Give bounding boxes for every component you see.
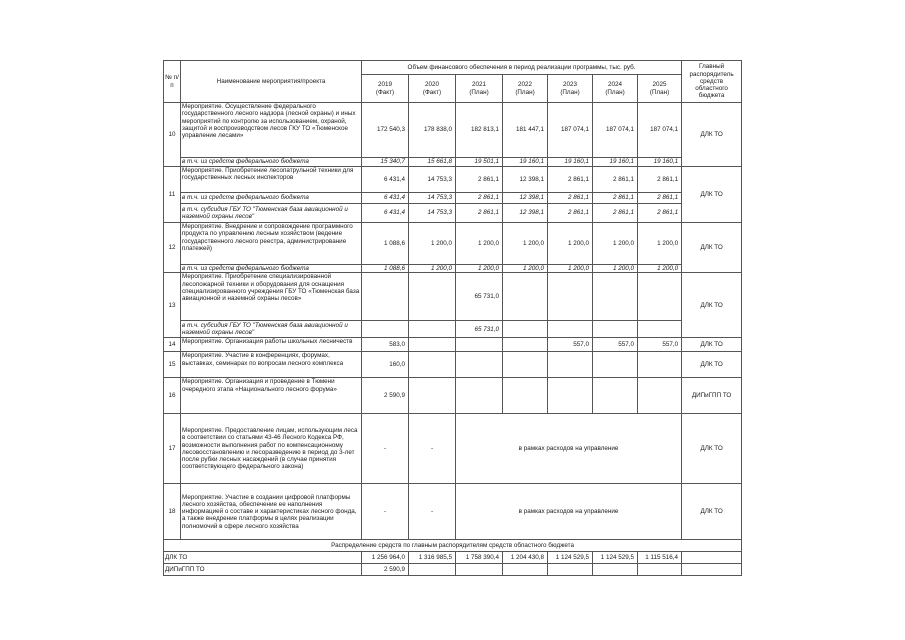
row-value: 12 398,1 [503, 167, 548, 193]
subrow-name: в т.ч. из средств федерального бюджета [181, 158, 362, 167]
header-year-kind: (План) [515, 88, 535, 96]
distribution-value: 1 115 516,4 [638, 552, 682, 564]
subrow-value: 19 160,1 [593, 158, 638, 167]
header-year-value: 2020 [424, 81, 439, 89]
row-name: Мероприятие. Приобретение специализированной лесопожарной техники и оборудования для оснащения специализированного учреждения ГБУ ТО «Тюменская база авиационной и наземной охраны лесов» [181, 273, 362, 321]
row-value [456, 378, 503, 414]
row-value: 181 447,1 [503, 103, 548, 158]
distribution-title: Распределение средств по главным распорядителям средств областного бюджета [164, 540, 742, 552]
row-value: 1 088,6 [362, 223, 409, 265]
row-value: 1 200,0 [638, 223, 682, 265]
subrow-value: 2 861,1 [456, 193, 503, 204]
row-name: Мероприятие. Предоставление лицам, использующим леса в соответствии со статьями 43-46 Лесного Кодекса РФ, возможности выполнения работ по компенсационному лесовосстановлению и лесоразведению в период до 3-лет после рубки лесных насаждений (в случае принятия соответствующего федерального закона) [181, 414, 362, 484]
subrow-value: 6 431,4 [362, 204, 409, 223]
row-name: Мероприятие. Осуществление федерального государственного лесного надзора (лесной охраны) и иных мероприятий по контролю за использованием, охраной, защитой и воспроизводством лесов ГКУ ТО «Тюменское управление лесами» [181, 103, 362, 158]
header-year-kind: (План) [605, 88, 625, 96]
header-year-value: 2024 [607, 81, 622, 89]
row-value: 2 590,9 [362, 378, 409, 414]
table-row [164, 273, 742, 321]
row-manager: ДЛК ТО [682, 167, 742, 223]
row-value [409, 273, 456, 321]
subrow-value [548, 321, 593, 338]
distribution-row [164, 564, 742, 576]
row-num: 11 [164, 167, 181, 223]
row-value: 583,0 [362, 338, 409, 352]
distribution-value [503, 564, 548, 576]
subrow-value: 2 861,1 [593, 193, 638, 204]
row-name: Мероприятие. Приобретение лесопатрульной техники для государственных лесных инспекторов [181, 167, 362, 193]
row-value: 172 540,3 [362, 103, 409, 158]
row-value: 1 200,0 [409, 223, 456, 265]
subrow-value: 15 340,7 [362, 158, 409, 167]
row-value [548, 378, 593, 414]
subrow-value: 12 398,1 [503, 193, 548, 204]
subrow-value: 2 861,1 [456, 204, 503, 223]
row-num: 18 [164, 484, 181, 540]
distribution-value [456, 564, 503, 576]
row-value: 557,0 [593, 338, 638, 352]
row-name: Мероприятие. Организация работы школьных лесничеств [181, 338, 362, 352]
subrow-value: 2 861,1 [548, 193, 593, 204]
subrow-value: 1 200,0 [638, 265, 682, 273]
distribution-value: 1 124 529,5 [593, 552, 638, 564]
row-value [593, 352, 638, 378]
subrow-value: 19 501,1 [456, 158, 503, 167]
row-manager: ДЛК ТО [682, 352, 742, 378]
row-value [362, 273, 409, 321]
header-year-value: 2025 [652, 81, 667, 89]
row-manager: ДЛК ТО [682, 414, 742, 484]
row-value [409, 352, 456, 378]
row-value [548, 352, 593, 378]
header-manager: Главный распорядитель средств областного бюджета [682, 61, 742, 103]
row-name: Мероприятие. Участие в конференциях, форумах, выставках, семинарах по вопросам лесного комплекса [181, 352, 362, 378]
header-year-2025 [638, 75, 682, 103]
row-value [638, 352, 682, 378]
header-num: № п/п [164, 61, 181, 103]
subrow-name: в т.ч. из средств федерального бюджета [181, 193, 362, 204]
distribution-manager: ДИПиГПП ТО [164, 564, 362, 576]
header-year-value: 2023 [562, 81, 577, 89]
row-value-2020: - [409, 484, 456, 540]
row-value [456, 338, 503, 352]
row-value: 1 200,0 [548, 223, 593, 265]
distribution-empty [682, 564, 742, 576]
row-name: Мероприятие. Участие в создании цифровой платформы лесного хозяйства, обеспечение ее наполнения информацией о составе и характеристиках лесного фонда, а также внедрение платформы в целях реализации полномочий в сфере лесного хозяйства [181, 484, 362, 540]
subrow-value: 19 160,1 [548, 158, 593, 167]
row-num: 15 [164, 352, 181, 378]
table-row [164, 223, 742, 265]
row-value: 187 074,1 [548, 103, 593, 158]
subrow-value: 2 861,1 [548, 204, 593, 223]
distribution-value [638, 564, 682, 576]
distribution-value: 1 204 430,8 [503, 552, 548, 564]
row-value [593, 378, 638, 414]
subrow-value: 19 160,1 [503, 158, 548, 167]
row-value [593, 273, 638, 321]
row-value: 1 200,0 [456, 223, 503, 265]
table-subrow [164, 265, 742, 273]
row-value: 1 200,0 [503, 223, 548, 265]
header-year-value: 2019 [377, 81, 392, 89]
header-name: Наименование мероприятия/проекта [181, 61, 362, 103]
row-value: 2 861,1 [593, 167, 638, 193]
row-manager: ДЛК ТО [682, 223, 742, 273]
subrow-value: 1 200,0 [456, 265, 503, 273]
row-value [503, 352, 548, 378]
row-value [503, 338, 548, 352]
distribution-value: 1 758 390,4 [456, 552, 503, 564]
row-num: 17 [164, 414, 181, 484]
row-value: 187 074,1 [638, 103, 682, 158]
row-manager: ДЛК ТО [682, 103, 742, 167]
subrow-value: 2 861,1 [638, 204, 682, 223]
header-year-kind: (План) [469, 88, 489, 96]
row-value [503, 378, 548, 414]
row-value: 557,0 [548, 338, 593, 352]
distribution-value: 2 590,9 [362, 564, 409, 576]
table-subrow [164, 158, 742, 167]
subrow-value: 19 160,1 [638, 158, 682, 167]
distribution-value [409, 564, 456, 576]
subrow-value: 14 753,3 [409, 204, 456, 223]
row-num: 16 [164, 378, 181, 414]
header-year-2023 [548, 75, 593, 103]
row-span-note: в рамках расходов на управление [456, 414, 682, 484]
distribution-value [593, 564, 638, 576]
header-year-2024 [593, 75, 638, 103]
subrow-value: 1 200,0 [593, 265, 638, 273]
row-num: 10 [164, 103, 181, 167]
row-value: 2 861,1 [638, 167, 682, 193]
subrow-value: 1 088,6 [362, 265, 409, 273]
row-value: 6 431,4 [362, 167, 409, 193]
header-year-kind: (Факт) [422, 88, 442, 96]
row-value: 2 861,1 [548, 167, 593, 193]
header-year-value: 2022 [517, 81, 532, 89]
header-year-2022 [503, 75, 548, 103]
row-value [548, 273, 593, 321]
header-year-2021 [456, 75, 503, 103]
row-num: 12 [164, 223, 181, 273]
row-value [638, 273, 682, 321]
row-value-2019: - [362, 414, 409, 484]
table-row [164, 103, 742, 158]
table-subrow [164, 321, 742, 338]
subrow-value: 12 398,1 [503, 204, 548, 223]
table-subrow [164, 193, 742, 204]
distribution-value: 1 316 985,5 [409, 552, 456, 564]
subrow-value [593, 321, 638, 338]
row-value [409, 338, 456, 352]
subrow-name: в т.ч. субсидия ГБУ ТО "Тюменская база авиационной и наземной охраны лесов" [181, 204, 362, 223]
subrow-value [503, 321, 548, 338]
header-year-kind: (Факт) [375, 88, 395, 96]
row-value-2020: - [409, 414, 456, 484]
row-name: Мероприятие. Организация и проведение в Тюмени очередного этапа «Национального лесного форума» [181, 378, 362, 414]
row-value: 65 731,0 [456, 273, 503, 321]
row-value: 187 074,1 [593, 103, 638, 158]
row-value-2019: - [362, 484, 409, 540]
table-row [164, 378, 742, 414]
table-row [164, 414, 742, 484]
row-value [456, 352, 503, 378]
subrow-value: 65 731,0 [456, 321, 503, 338]
header-year-kind: (План) [560, 88, 580, 96]
row-value [409, 378, 456, 414]
funding-table [163, 60, 742, 576]
table-row [164, 484, 742, 540]
table-row [164, 167, 742, 193]
header-year-kind: (План) [649, 88, 670, 96]
distribution-value [548, 564, 593, 576]
distribution-manager: ДЛК ТО [164, 552, 362, 564]
subrow-value: 15 661,8 [409, 158, 456, 167]
subrow-value: 6 431,4 [362, 193, 409, 204]
row-value: 14 753,3 [409, 167, 456, 193]
subrow-value [362, 321, 409, 338]
subrow-name: в т.ч. из средств федерального бюджета [181, 265, 362, 273]
subrow-value: 1 200,0 [503, 265, 548, 273]
distribution-row [164, 552, 742, 564]
subrow-value: 1 200,0 [548, 265, 593, 273]
distribution-value: 1 256 964,0 [362, 552, 409, 564]
row-value [503, 273, 548, 321]
row-manager: ДЛК ТО [682, 338, 742, 352]
subrow-value [409, 321, 456, 338]
header-year-2020 [409, 75, 456, 103]
row-name: Мероприятие. Внедрение и сопровождение программного продукта по управлению лесным хозяйством (ведение государственного лесного реестра, администрирование платежей) [181, 223, 362, 265]
subrow-value: 14 753,3 [409, 193, 456, 204]
row-value [638, 378, 682, 414]
row-manager: ДЛК ТО [682, 273, 742, 338]
header-year-value: 2021 [471, 81, 486, 89]
funding-table-document [163, 60, 741, 576]
header-funding: Объем финансового обеспечения в период реализации программы, тыс. руб. [362, 61, 682, 75]
subrow-value: 2 861,1 [593, 204, 638, 223]
row-manager: ДИПиГПП ТО [682, 378, 742, 414]
table-row [164, 352, 742, 378]
row-num: 13 [164, 273, 181, 338]
row-value: 182 813,1 [456, 103, 503, 158]
subrow-value: 1 200,0 [409, 265, 456, 273]
row-value: 160,0 [362, 352, 409, 378]
subrow-value: 2 861,1 [638, 193, 682, 204]
row-value: 557,0 [638, 338, 682, 352]
row-span-note: в рамках расходов на управление [456, 484, 682, 540]
row-value: 1 200,0 [593, 223, 638, 265]
subrow-name: в т.ч. субсидия ГБУ ТО "Тюменская база авиационной и наземной охраны лесов" [181, 321, 362, 338]
distribution-value: 1 124 529,5 [548, 552, 593, 564]
subrow-value [638, 321, 682, 338]
row-value: 178 838,0 [409, 103, 456, 158]
row-manager: ДЛК ТО [682, 484, 742, 540]
row-value: 2 861,1 [456, 167, 503, 193]
distribution-empty [682, 552, 742, 564]
row-num: 14 [164, 338, 181, 352]
table-subrow [164, 204, 742, 223]
table-row [164, 338, 742, 352]
header-year-2019 [362, 75, 409, 103]
